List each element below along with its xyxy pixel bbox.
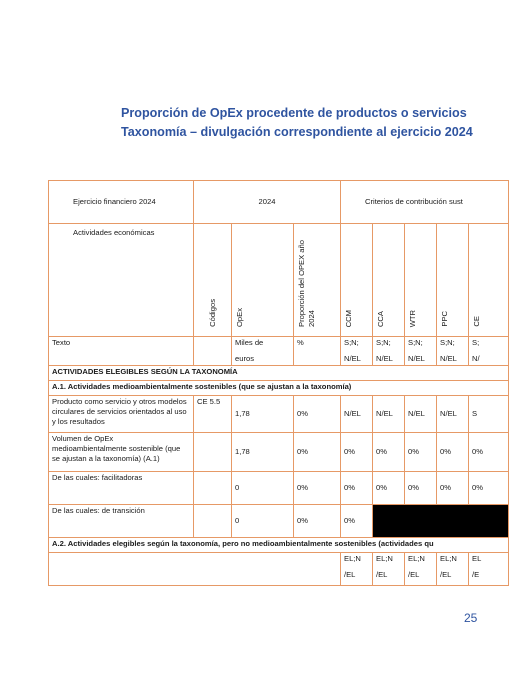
volume-prop: 0% — [294, 433, 341, 472]
header-row-1 — [49, 181, 509, 224]
facilitating-cca: 0% — [373, 472, 405, 505]
header-cca: CCA — [376, 310, 385, 327]
facilitating-name: De las cuales: facilitadoras — [49, 472, 194, 505]
title-line-1: Proporción de OpEx procedente de productos o servicios — [121, 106, 467, 120]
units-pct: % — [294, 337, 341, 366]
header-ccm-cell — [341, 224, 373, 337]
volume-cca: 0% — [373, 433, 405, 472]
volume-name: Volumen de OpEx medioambientalmente sostenible (que se ajustan a la taxonomía) (A.1) — [49, 433, 194, 472]
transition-code-empty — [194, 505, 232, 538]
product-ppc: N/EL — [437, 396, 469, 433]
header-codes-cell — [194, 224, 232, 337]
section-a1-row — [49, 381, 509, 396]
header-ce-cell — [469, 224, 509, 337]
units-cca: S;N; N/EL — [373, 337, 405, 366]
units-ccm: S;N; N/EL — [341, 337, 373, 366]
product-prop: 0% — [294, 396, 341, 433]
table-row — [49, 505, 509, 538]
product-cca: N/EL — [373, 396, 405, 433]
table-row — [49, 472, 509, 505]
facilitating-wtr: 0% — [405, 472, 437, 505]
volume-ccm: 0% — [341, 433, 373, 472]
header-activities: Actividades económicas — [49, 224, 194, 337]
transition-prop: 0% — [294, 505, 341, 538]
redacted-block — [373, 505, 509, 538]
product-opex: 1,78 — [232, 396, 294, 433]
header-opex: OpEx — [235, 308, 244, 327]
volume-ce: 0% — [469, 433, 509, 472]
units-row — [49, 337, 509, 366]
facilitating-opex: 0 — [232, 472, 294, 505]
a2-wtr: EL;N /EL — [405, 553, 437, 586]
product-name: Producto como servicio y otros modelos circulares de servicios orientados al uso y los resultados — [49, 396, 194, 433]
transition-opex: 0 — [232, 505, 294, 538]
header-criteria: Criterios de contribución sust — [341, 181, 509, 224]
table-row — [49, 553, 509, 586]
header-ppc: PPC — [440, 311, 449, 327]
header-wtr-cell — [405, 224, 437, 337]
header-opex-cell — [232, 224, 294, 337]
section-eligible-row — [49, 366, 509, 381]
header-codes: Códigos — [207, 299, 217, 327]
product-ccm: N/EL — [341, 396, 373, 433]
facilitating-code-empty — [194, 472, 232, 505]
a2-empty — [49, 553, 341, 586]
units-codes-empty — [194, 337, 232, 366]
product-wtr: N/EL — [405, 396, 437, 433]
a2-cca: EL;N /EL — [373, 553, 405, 586]
volume-opex: 1,78 — [232, 433, 294, 472]
header-wtr: WTR — [408, 309, 417, 327]
facilitating-prop: 0% — [294, 472, 341, 505]
facilitating-ccm: 0% — [341, 472, 373, 505]
a2-ppc: EL;N /EL — [437, 553, 469, 586]
units-ce: S; N/ — [469, 337, 509, 366]
section-eligible: ACTIVIDADES ELEGIBLES SEGÚN LA TAXONOMÍA — [49, 366, 509, 381]
opex-table-container — [48, 180, 483, 580]
volume-ppc: 0% — [437, 433, 469, 472]
header-proportion-cell — [294, 224, 341, 337]
section-a2: A.2. Actividades elegibles según la taxonomía, pero no medioambientalmente sostenibles (actividades qu — [49, 538, 509, 553]
units-opex — [232, 337, 294, 366]
a2-ce: EL /E — [469, 553, 509, 586]
opex-taxonomy-table — [48, 180, 509, 586]
page-number: 25 — [464, 611, 478, 625]
section-a1: A.1. Actividades medioambientalmente sostenibles (que se ajustan a la taxonomía) — [49, 381, 509, 396]
product-ce: S — [469, 396, 509, 433]
header-ce: CE — [472, 316, 481, 327]
facilitating-ce: 0% — [469, 472, 509, 505]
section-a2-row — [49, 538, 509, 553]
volume-code-empty — [194, 433, 232, 472]
units-miles-a: Miles de — [235, 338, 264, 347]
volume-wtr: 0% — [405, 433, 437, 472]
units-text: Texto — [49, 337, 194, 366]
page-title — [121, 104, 480, 142]
facilitating-ppc: 0% — [437, 472, 469, 505]
product-code: CE 5.5 — [194, 396, 232, 433]
units-wtr: S;N; N/EL — [405, 337, 437, 366]
header-proportion: Proporción del OPEX año 2024 — [297, 240, 316, 327]
header-ppc-cell — [437, 224, 469, 337]
a2-ccm: EL;N /EL — [341, 553, 373, 586]
header-cca-cell — [373, 224, 405, 337]
table-row — [49, 433, 509, 472]
header-year: 2024 — [194, 181, 341, 224]
units-miles-b: euros — [235, 354, 254, 363]
transition-ccm: 0% — [341, 505, 373, 538]
table-row — [49, 396, 509, 433]
units-ppc: S;N; N/EL — [437, 337, 469, 366]
header-fiscal-year: Ejercicio financiero 2024 — [49, 181, 194, 224]
title-line-2: Taxonomía – divulgación correspondiente al ejercicio 2024 — [121, 125, 473, 139]
header-row-2 — [49, 224, 509, 337]
header-ccm: CCM — [344, 309, 353, 327]
transition-name: De las cuales: de transición — [49, 505, 194, 538]
